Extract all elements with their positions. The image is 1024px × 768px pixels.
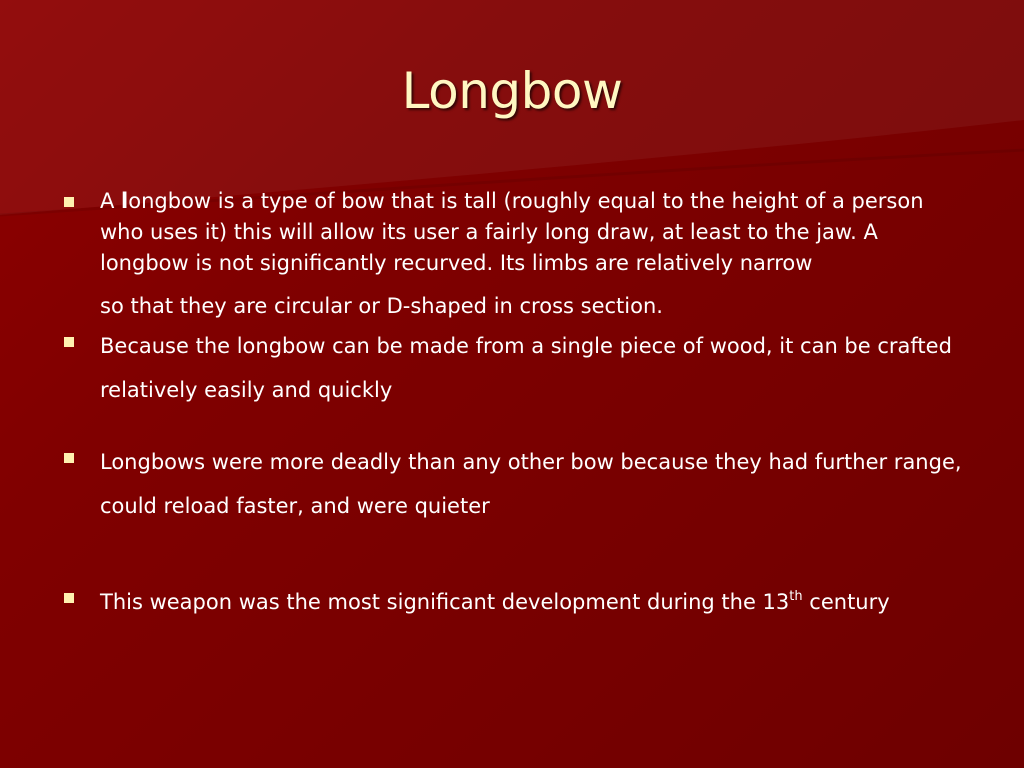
bullet-text-last-line: so that they are circular or D-shaped in cross section. xyxy=(100,294,663,318)
slide-title: Longbow xyxy=(401,62,623,120)
square-bullet-icon xyxy=(64,593,74,603)
bullet-text: This weapon was the most significant development during the 13 xyxy=(100,590,790,614)
square-bullet-icon xyxy=(64,197,74,207)
superscript-text: th xyxy=(789,589,803,604)
bullet-text: ongbow is a type of bow that is tall (roughly equal to the height of a person who uses it) this will allow its user a fairly long draw, at least to the jaw. A longbow is not significantly recurved. Its limbs are relatively narrow xyxy=(100,189,924,275)
bullet-item xyxy=(62,580,962,624)
bullet-item xyxy=(62,186,962,322)
square-bullet-icon xyxy=(64,453,74,463)
bullet-text-prefix: A xyxy=(100,189,122,213)
bullet-list xyxy=(62,186,962,624)
bullet-item xyxy=(62,440,962,528)
bullet-text-suffix: century xyxy=(802,590,890,614)
bullet-text: Longbows were more deadly than any other bow because they had further range, could reload faster, and were quieter xyxy=(100,450,962,518)
square-bullet-icon xyxy=(64,337,74,347)
bullet-text: Because the longbow can be made from a single piece of wood, it can be crafted relatively easily and quickly xyxy=(100,334,952,402)
bullet-item xyxy=(62,324,962,412)
bullet-text-bold-letter: l xyxy=(121,189,129,213)
